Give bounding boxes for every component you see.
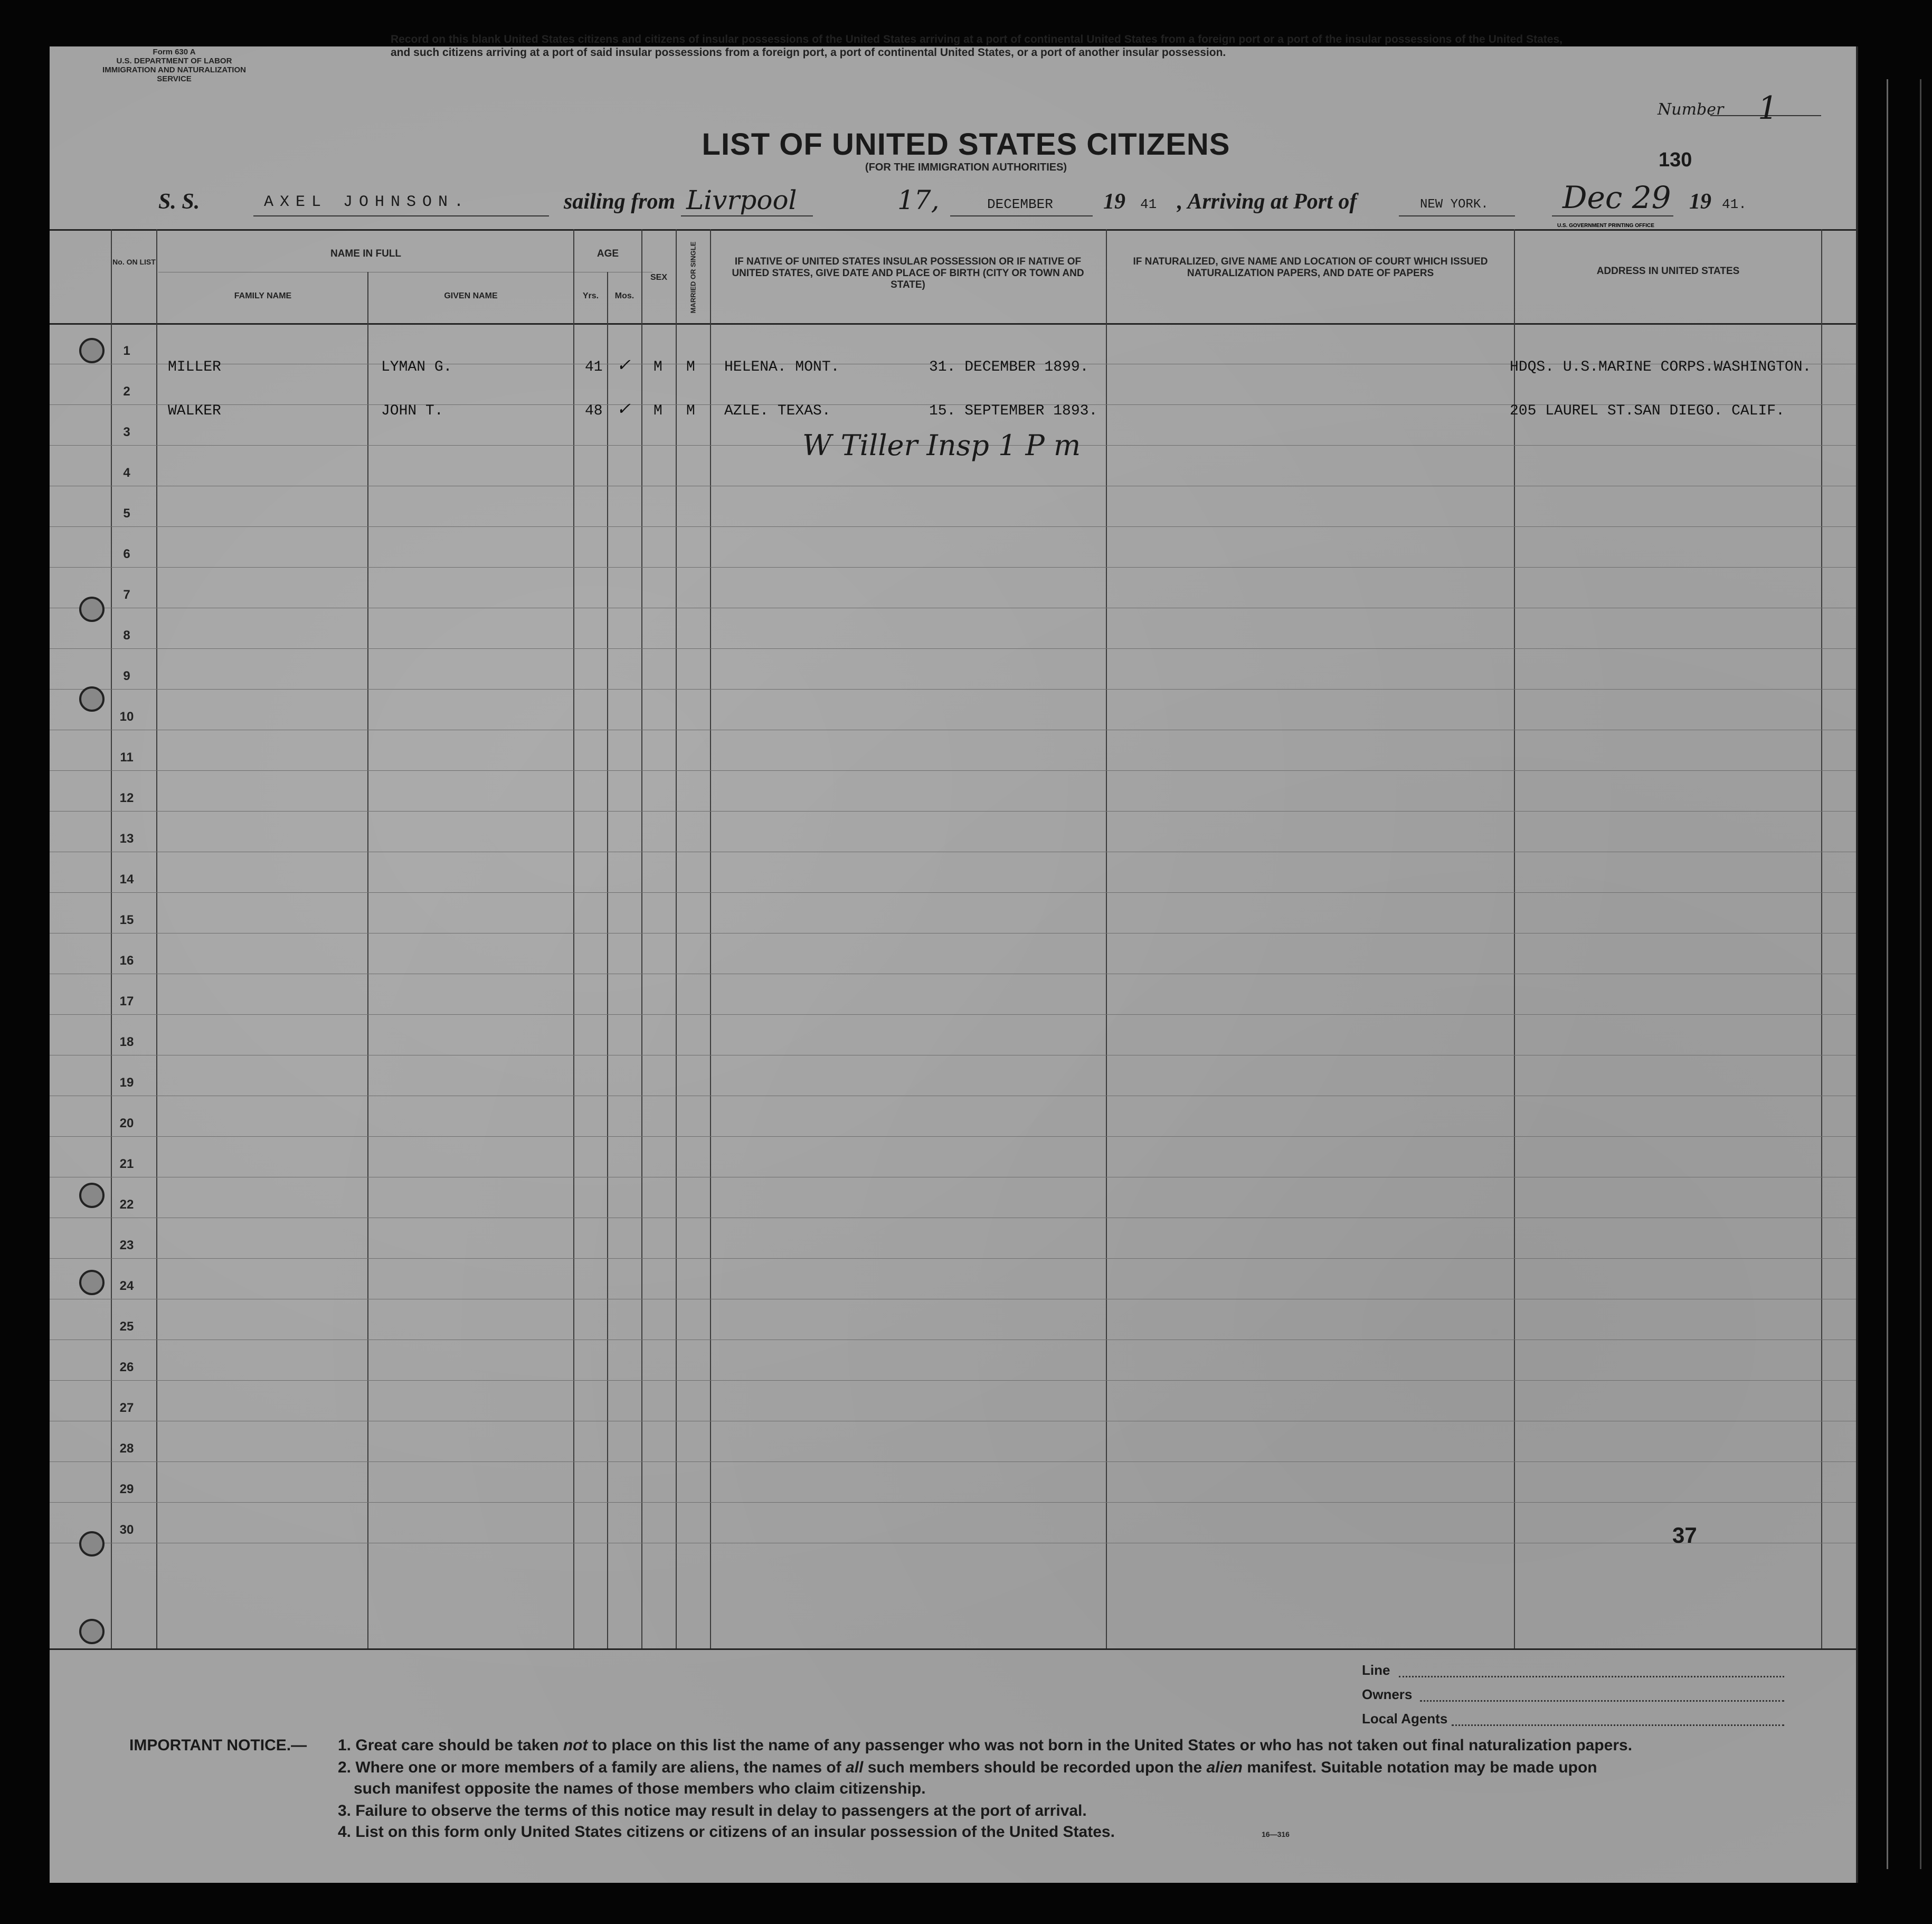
- col-divider: [367, 272, 368, 1648]
- row-number: 29: [119, 1482, 134, 1496]
- header-mos: Mos.: [614, 291, 634, 300]
- departure-day: 17,: [897, 185, 940, 215]
- birth-date-cell: 31. DECEMBER 1899.: [929, 359, 1089, 375]
- row-number: 8: [123, 628, 130, 643]
- manifest-sheet: [50, 46, 1858, 1883]
- header-native: IF NATIVE OF UNITED STATES INSULAR POSSESSION OR IF NATIVE OF UNITED STATES, GIVE DATE AND PLACE OF BIRTH (CITY OR TOWN AND STATE): [732, 256, 1084, 290]
- notice-item-3: 3. Failure to observe the terms of this notice may result in delay to passengers at the port of arrival.: [338, 1802, 1087, 1819]
- given-name-cell: JOHN T.: [381, 403, 443, 419]
- row-number: 10: [119, 710, 134, 724]
- row-number: 22: [119, 1197, 134, 1212]
- birth-date-cell: 15. SEPTEMBER 1893.: [929, 403, 1098, 419]
- page-stack-edge: [1887, 79, 1921, 1869]
- ss-label: S. S.: [158, 190, 200, 214]
- year-prefix: 19: [1103, 190, 1125, 214]
- form-id: Form 630 A: [153, 48, 196, 56]
- row-number: 16: [119, 954, 134, 968]
- line-field: [1399, 1676, 1784, 1677]
- owners-field: [1420, 1700, 1784, 1702]
- row-number: 19: [119, 1076, 134, 1090]
- month-underline: [950, 215, 1093, 216]
- row-number: 26: [119, 1360, 134, 1374]
- header-sex: SEX: [650, 273, 667, 282]
- departure-underline: [681, 215, 813, 216]
- header-age: AGE: [596, 248, 619, 259]
- header-given-name: GIVEN NAME: [444, 291, 498, 300]
- notice-1-emphasis: not: [563, 1737, 588, 1754]
- age-months-cell: ✓: [617, 400, 631, 420]
- age-years-cell: 48: [585, 403, 603, 419]
- notice-2-emphasis-alien: alien: [1206, 1759, 1243, 1776]
- page-subtitle: (FOR THE IMMIGRATION AUTHORITIES): [865, 162, 1067, 173]
- birth-place-cell: AZLE. TEXAS.: [724, 403, 831, 419]
- row-rule: [50, 1136, 1856, 1137]
- col-divider: [1106, 229, 1107, 1648]
- notice-1-text-b: to place on this list the name of any passenger who was not born in the United States or who has not taken out final naturalization papers.: [588, 1737, 1633, 1754]
- header-bottom-rule: [50, 323, 1856, 325]
- notice-heading: IMPORTANT NOTICE.—: [129, 1737, 307, 1754]
- punch-hole: [79, 686, 105, 712]
- punch-hole: [79, 597, 105, 622]
- col-divider: [573, 229, 574, 1648]
- row-rule: [50, 892, 1856, 893]
- punch-hole: [79, 338, 105, 363]
- form-print-code: 16—316: [1262, 1830, 1290, 1838]
- marital-status-cell: M: [686, 403, 695, 419]
- row-number: 21: [119, 1157, 134, 1171]
- address-cell: 205 LAUREL ST.SAN DIEGO. CALIF.: [1510, 403, 1785, 419]
- row-number: 2: [123, 384, 130, 399]
- col-divider: [111, 229, 112, 1648]
- ship-underline: [253, 215, 549, 216]
- arrival-date: Dec 29: [1562, 180, 1671, 215]
- row-number: 1: [123, 344, 130, 358]
- notice-1-text-a: 1. Great care should be taken: [338, 1737, 563, 1754]
- page-title: LIST OF UNITED STATES CITIZENS: [702, 127, 1230, 162]
- departure-port: Livrpool: [686, 185, 797, 215]
- local-agents-field: [1452, 1724, 1784, 1726]
- row-number: 24: [119, 1279, 134, 1293]
- header-address: ADDRESS IN UNITED STATES: [1596, 266, 1740, 277]
- row-number: 12: [119, 791, 134, 805]
- row-rule: [50, 770, 1856, 771]
- row-number: 13: [119, 832, 134, 846]
- port-underline: [1399, 215, 1515, 216]
- row-number: 3: [123, 425, 130, 439]
- col-divider: [710, 229, 711, 1648]
- row-rule: [50, 1258, 1856, 1259]
- sex-cell: M: [654, 359, 662, 375]
- notice-item-2-continued: such manifest opposite the names of those members who claim citizenship.: [354, 1780, 926, 1797]
- arrival-port: NEW YORK.: [1420, 197, 1489, 212]
- table-top-rule: [50, 229, 1856, 231]
- number-value: 1: [1758, 90, 1778, 127]
- header-married-single: [677, 232, 709, 322]
- header-family-name: FAMILY NAME: [234, 291, 292, 300]
- row-number: 18: [119, 1035, 134, 1049]
- col-divider: [1514, 229, 1515, 1648]
- marital-status-cell: M: [686, 359, 695, 375]
- col-divider: [607, 272, 608, 1648]
- row-rule: [50, 1461, 1856, 1462]
- header-naturalized: IF NATURALIZED, GIVE NAME AND LOCATION OF COURT WHICH ISSUED NATURALIZATION PAPERS, AND DATE OF PAPERS: [1133, 256, 1488, 279]
- family-name-cell: WALKER: [168, 403, 221, 419]
- notice-2-text-a: 2. Where one or more members of a family are aliens, the names of: [338, 1759, 846, 1776]
- arrival-year-prefix: 19: [1689, 190, 1711, 214]
- punch-hole: [79, 1270, 105, 1295]
- age-months-cell: ✓: [617, 356, 631, 376]
- arrival-year-suffix: 41.: [1722, 196, 1747, 212]
- ship-name: AXEL JOHNSON.: [264, 193, 470, 211]
- year-suffix: 41: [1140, 196, 1157, 212]
- row-number: 14: [119, 872, 134, 886]
- notice-2-text-c: manifest. Suitable notation may be made upon: [1242, 1759, 1597, 1776]
- row-number: 4: [123, 466, 130, 480]
- col-divider: [676, 229, 677, 1648]
- row-number: 28: [119, 1441, 134, 1456]
- form-instructions: Record on this blank United States citizens and citizens of insular possessions of the United States arriving at a port of continental United States from a foreign port or a port of the insular possessions of the United States, and such citizens arriving at a port of said insular possessions from a foreign port, a port of continental United States, or a port of another insular possession.: [391, 33, 1562, 59]
- col-divider: [156, 229, 157, 1648]
- printer-note: U.S. GOVERNMENT PRINTING OFFICE: [1557, 223, 1654, 229]
- service-name: IMMIGRATION AND NATURALIZATION SERVICE: [102, 65, 246, 83]
- notice-item-2: [338, 1758, 1795, 1777]
- header-married-single-text: MARRIED OR SINGLE: [689, 241, 697, 313]
- row-rule: [50, 1502, 1856, 1503]
- arriving-label: , Arriving at Port of: [1177, 190, 1357, 214]
- stamp-number-top: 130: [1659, 149, 1692, 171]
- punch-hole: [79, 1531, 105, 1557]
- row-rule: [50, 1380, 1856, 1381]
- line-label: Line: [1362, 1662, 1390, 1678]
- row-rule: [50, 567, 1856, 568]
- notice-item-1: [338, 1736, 1795, 1755]
- number-label: Number: [1658, 100, 1724, 119]
- table-bottom-rule: [50, 1648, 1856, 1650]
- family-name-cell: MILLER: [168, 359, 221, 375]
- row-number: 7: [123, 588, 130, 602]
- departure-month: DECEMBER: [987, 196, 1053, 212]
- row-rule: [50, 1014, 1856, 1015]
- arrival-date-underline: [1552, 215, 1673, 216]
- row-number: 15: [119, 913, 134, 927]
- department: U.S. DEPARTMENT OF LABOR: [116, 56, 232, 65]
- address-cell: HDQS. U.S.MARINE CORPS.WASHINGTON.: [1510, 359, 1812, 375]
- header-name-in-full: NAME IN FULL: [330, 248, 402, 259]
- row-number: 6: [123, 547, 130, 561]
- col-divider: [1821, 229, 1822, 1648]
- row-number: 23: [119, 1238, 134, 1252]
- age-years-cell: 41: [585, 359, 603, 375]
- row-number: 20: [119, 1116, 134, 1130]
- row-number: 30: [119, 1523, 134, 1537]
- header-no-on-list: No. ON LIST: [112, 258, 156, 266]
- row-number: 25: [119, 1319, 134, 1334]
- row-number: 11: [120, 750, 134, 765]
- sex-cell: M: [654, 403, 662, 419]
- notice-2-emphasis-all: all: [846, 1759, 864, 1776]
- row-number: 27: [119, 1401, 134, 1415]
- notice-2-text-b: such members should be recorded upon the: [863, 1759, 1207, 1776]
- owners-label: Owners: [1362, 1686, 1413, 1702]
- row-number: 5: [123, 506, 130, 521]
- col-divider: [641, 229, 642, 1648]
- birth-place-cell: HELENA. MONT.: [724, 359, 840, 375]
- inspector-annotation: W Tiller Insp 1 P m: [802, 429, 1081, 462]
- punch-hole: [79, 1183, 105, 1208]
- row-number: 17: [119, 994, 134, 1008]
- row-rule: [50, 689, 1856, 690]
- row-rule: [50, 648, 1856, 649]
- notice-item-4: 4. List on this form only United States citizens or citizens of an insular possession of the United States.: [338, 1823, 1115, 1841]
- form-identifier: [100, 48, 248, 83]
- stamp-number-bottom: 37: [1672, 1523, 1697, 1548]
- row-rule: [50, 526, 1856, 527]
- given-name-cell: LYMAN G.: [381, 359, 452, 375]
- header-yrs: Yrs.: [582, 291, 599, 300]
- row-number: 9: [123, 669, 130, 683]
- sailing-label: sailing from: [564, 190, 676, 214]
- local-agents-label: Local Agents: [1362, 1711, 1448, 1727]
- row-rule: [50, 811, 1856, 812]
- punch-hole: [79, 1619, 105, 1644]
